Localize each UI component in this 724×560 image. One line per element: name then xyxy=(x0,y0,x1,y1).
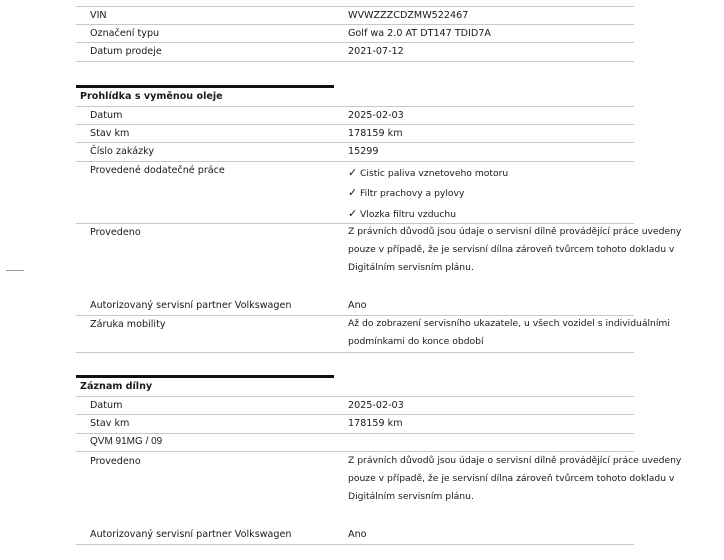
workshop-reference: QVM 91MG / 09 xyxy=(90,436,163,447)
row-divider xyxy=(76,6,634,7)
performed-label: Provedeno xyxy=(90,227,141,238)
row-divider xyxy=(76,61,634,62)
order-number-label: Číslo zakázky xyxy=(90,146,155,157)
type-value: Golf wa 2.0 AT DT147 TDID7A xyxy=(348,28,491,39)
workshop-km-value: 178159 km xyxy=(348,418,403,429)
page-edge-mark xyxy=(6,270,24,271)
partner-value: Ano xyxy=(348,300,367,311)
workshop-partner-value: Ano xyxy=(348,529,367,540)
section-bar xyxy=(76,85,334,88)
row-divider xyxy=(76,106,634,107)
workshop-km-label: Stav km xyxy=(90,418,130,429)
oil-service-title: Prohlídka s vyměnou oleje xyxy=(80,91,223,102)
oil-km-value: 178159 km xyxy=(348,128,403,139)
extra-work-item: ✓ Filtr prachovy a pylovy xyxy=(348,186,465,199)
mobility-text: Až do zobrazení servisního ukazatele, u všech vozidel s individuálními podmínkami do konce období xyxy=(348,318,670,347)
check-mark-icon: ✓ xyxy=(348,207,358,220)
workshop-date-label: Datum xyxy=(90,400,123,411)
row-divider xyxy=(76,414,634,415)
oil-date-value: 2025-02-03 xyxy=(348,110,404,121)
mobility-label: Záruka mobility xyxy=(90,319,166,330)
row-divider xyxy=(76,352,634,353)
row-divider xyxy=(76,544,634,545)
oil-km-label: Stav km xyxy=(90,128,130,139)
type-label: Označení typu xyxy=(90,28,160,39)
sale-date-label: Datum prodeje xyxy=(90,46,162,57)
extra-work-item: ✓ Cistic paliva vznetoveho motoru xyxy=(348,166,509,179)
check-mark-icon: ✓ xyxy=(348,166,358,179)
order-number-value: 15299 xyxy=(348,146,379,157)
workshop-title: Záznam dílny xyxy=(80,381,153,392)
row-divider xyxy=(76,42,634,43)
workshop-performed-text: Z právních důvodů jsou údaje o servisní dílně provádějící práce uvedeny pouze v případě, že je servisní dílna zároveň tvůrcem tohoto dokladu v Digitálním servisním plánu. xyxy=(348,455,682,502)
row-divider xyxy=(76,24,634,25)
row-divider xyxy=(76,396,634,397)
partner-label: Autorizovaný servisní partner Volkswagen xyxy=(90,300,292,311)
workshop-performed-label: Provedeno xyxy=(90,456,141,467)
vin-value: WVWZZZCDZMW522467 xyxy=(348,10,469,21)
workshop-partner-label: Autorizovaný servisní partner Volkswagen xyxy=(90,529,292,540)
row-divider xyxy=(76,433,634,434)
row-divider xyxy=(76,124,634,125)
extra-work-item: ✓ Vlozka filtru vzduchu xyxy=(348,207,457,220)
row-divider xyxy=(76,142,634,143)
vin-label: VIN xyxy=(90,10,107,21)
row-divider xyxy=(76,161,634,162)
oil-date-label: Datum xyxy=(90,110,123,121)
workshop-date-value: 2025-02-03 xyxy=(348,400,404,411)
extra-work-label: Provedené dodatečné práce xyxy=(90,165,225,176)
sale-date-value: 2021-07-12 xyxy=(348,46,404,57)
section-bar xyxy=(76,375,334,378)
performed-text: Z právních důvodů jsou údaje o servisní dílně provádějící práce uvedeny pouze v případě, že je servisní dílna zároveň tvůrcem tohoto dokladu v Digitálním servisním plánu. xyxy=(348,226,682,273)
check-mark-icon: ✓ xyxy=(348,186,358,199)
